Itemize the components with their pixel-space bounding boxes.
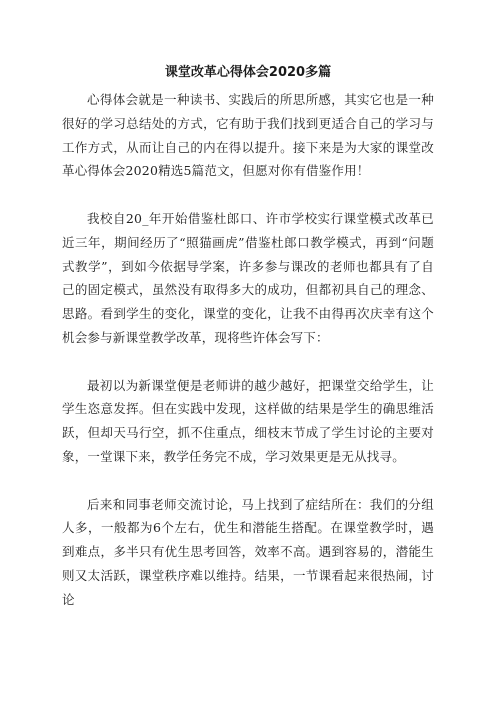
paragraph-intro: 心得体会就是一种读书、实践后的所思所感，其实它也是一种很好的学习总结处的方式，它有助于我们找到更适合自己的学习与工作方式，从而让自己的内在得以提升。接下来是为大家的课堂改革心得体会2020精选5篇范文，但愿对你有借鉴作用！ bbox=[62, 92, 434, 179]
paragraph-discussion: 后来和同事老师交流讨论，马上找到了症结所在：我们的分组人多，一般都为6个左右，优生和潜能生搭配。在课堂教学时，遇到难点，多半只有优生思考回答，效率不高。遇到容易的，潜能生则又太活跃，课堂秩序难以维持。结果，一节课看起来很热闹，讨论 bbox=[62, 496, 434, 607]
paragraph-gap bbox=[62, 469, 434, 493]
paragraph-gap bbox=[62, 183, 434, 207]
paragraph-gap bbox=[62, 350, 434, 374]
paragraph-initial-understanding: 最初以为新课堂便是老师讲的越少越好，把课堂交给学生，让学生恣意发挥。但在实践中发现，这样做的结果是学生的确思维活跃，但却天马行空，抓不住重点，细枝末节成了学生讨论的主要对象，一堂课下来，教学任务完不成，学习效果更是无从找寻。 bbox=[62, 377, 434, 464]
document-title: 课堂改革心得体会2020多篇 bbox=[164, 65, 332, 80]
paragraph-background: 我校自20_年开始借鉴杜郎口、许市学校实行课堂模式改革已近三年，期间经历了“照猫画虎”借鉴杜郎口教学模式，再到“问题式教学”，到如今依据导学案，许多参与课改的老师也都具有了自己的固定模式，虽然没有取得多大的成功，但都初具自己的理念、思路。看到学生的变化，课堂的变化，让我不由得再次庆幸有这个机会参与新课堂教学改革，现将些许体会写下： bbox=[62, 210, 434, 345]
